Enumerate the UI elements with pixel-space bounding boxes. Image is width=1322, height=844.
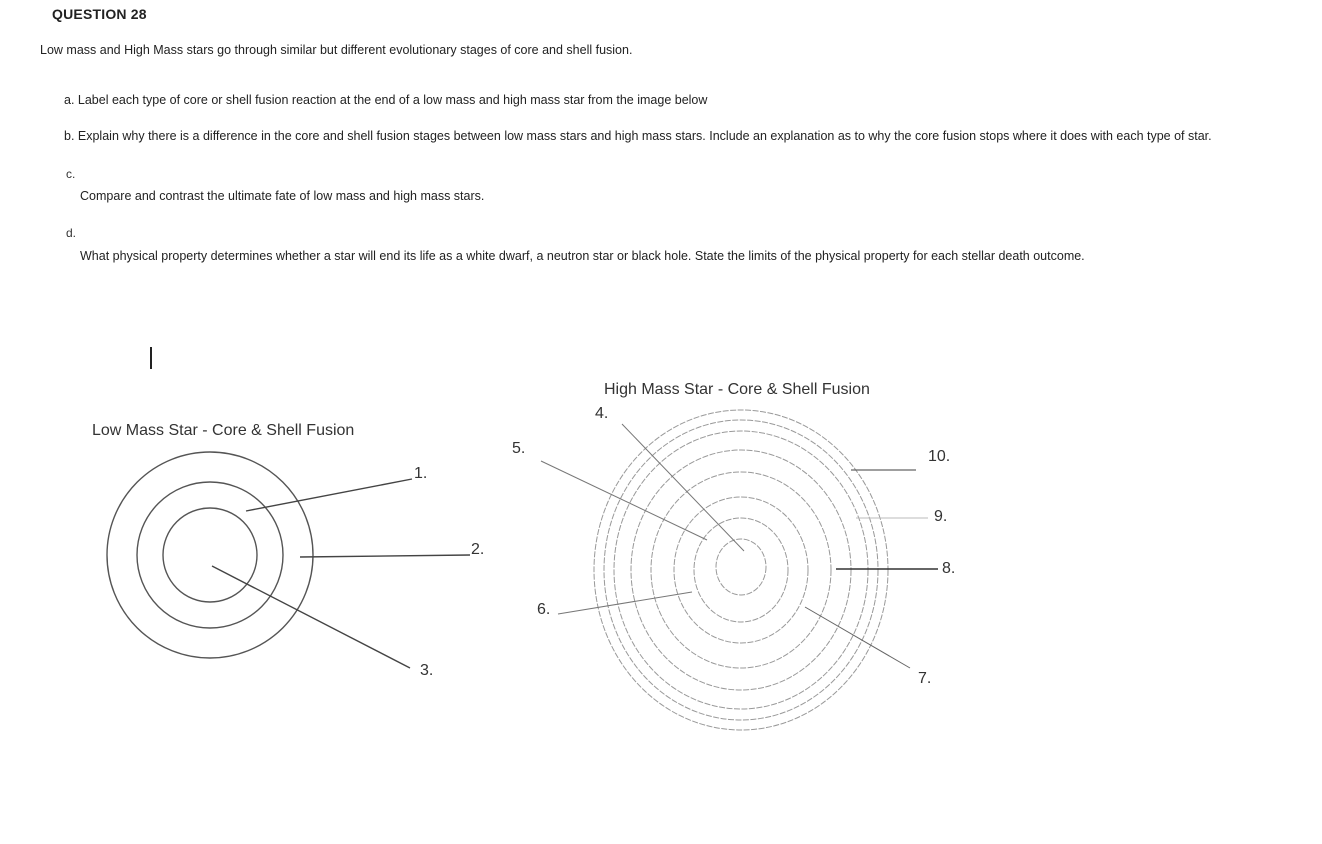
low-mass-diagram [92,422,484,679]
label-7: 7. [918,670,932,687]
label-8: 8. [942,560,956,577]
high-mass-shell-2 [604,420,878,720]
part-d-letter: d. [66,226,77,240]
label-9: 9. [934,508,948,525]
high-mass-shell-7 [694,518,788,622]
label-1: 1. [414,465,428,482]
leader-line-6 [558,592,692,614]
high-mass-shell-4 [631,450,851,690]
label-2: 2. [471,541,485,558]
low-mass-outer-shell [107,452,313,658]
leader-line-2 [300,555,470,557]
question-intro: Low mass and High Mass stars go through similar but different evolutionary stages of core and shell fusion. [40,43,633,57]
part-a: a. Label each type of core or shell fusion reaction at the end of a low mass and high mass star from the image below [64,93,708,107]
part-c-letter: c. [66,167,76,181]
low-mass-core [163,508,257,602]
label-4: 4. [595,405,609,422]
leader-line-4 [622,424,744,551]
high-mass-shell-5 [651,472,831,668]
label-6: 6. [537,601,551,618]
label-10: 10. [928,448,951,465]
high-mass-title: High Mass Star - Core & Shell Fusion [604,381,870,398]
high-mass-diagram [512,381,955,730]
label-5: 5. [512,440,526,457]
high-mass-shell-1 [594,410,888,730]
part-b: b. Explain why there is a difference in the core and shell fusion stages between low mass stars and high mass stars. Include an explanation as to why the core fusion stops where it does with each type of star. [64,129,1212,143]
low-mass-title: Low Mass Star - Core & Shell Fusion [92,422,355,439]
high-mass-shell-3 [614,431,868,709]
leader-line-7 [805,607,910,668]
part-d: What physical property determines whether a star will end its life as a white dwarf, a neutron star or black hole. State the limits of the physical property for each stellar death outcome. [80,249,1085,263]
question-title: QUESTION 28 [52,6,147,22]
label-3: 3. [420,662,434,679]
leader-line-1 [246,479,412,511]
low-mass-middle-shell [137,482,283,628]
part-c: Compare and contrast the ultimate fate of low mass and high mass stars. [80,189,485,203]
